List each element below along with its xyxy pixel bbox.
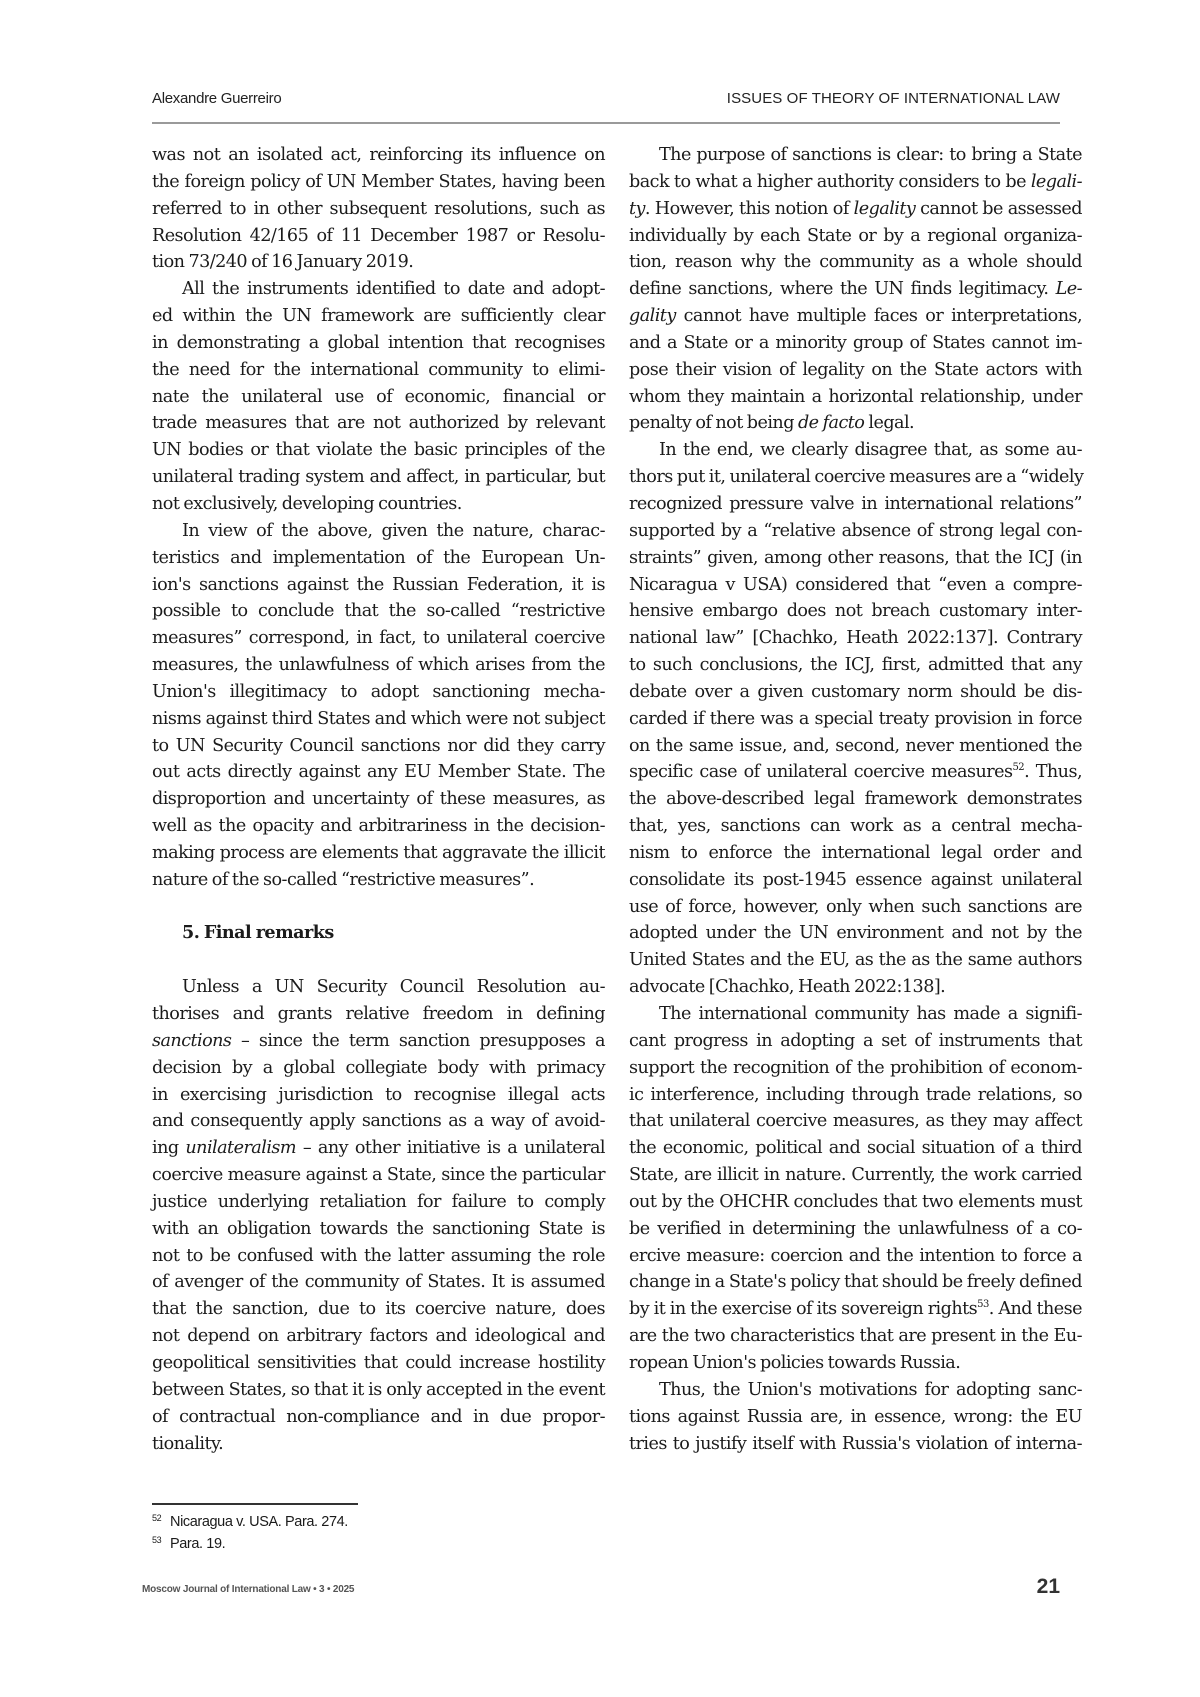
text-line: recognized pressure valve in international relations” bbox=[629, 493, 1082, 514]
journal-footer: Moscow Journal of International Law • 3 • 2025 bbox=[142, 1584, 355, 1595]
text-line: the foreign policy of UN Member States, having been bbox=[152, 171, 605, 192]
text-line: The purpose of sanctions is clear: to bring a State bbox=[659, 145, 1082, 165]
text-line: out acts directly against any EU Member State. The bbox=[152, 762, 605, 783]
text-line: making process are elements that aggravate the illicit bbox=[152, 842, 605, 863]
text-line: ic interference, including through trade relations, so bbox=[629, 1084, 1082, 1105]
text-line: tries to justify itself with Russia's violation of interna- bbox=[629, 1433, 1082, 1454]
text-line: Resolution 42/165 of 11 December 1987 or Resolu- bbox=[152, 225, 605, 246]
text-line: use of force, however, only when such sanctions are bbox=[629, 896, 1082, 917]
text-line: gality cannot have multiple faces or interpretations, bbox=[629, 306, 1082, 327]
text-line: sanctions – since the term sanction presupposes a bbox=[152, 1030, 605, 1051]
text-line: Union's illegitimacy to adopt sanctioning mecha- bbox=[152, 681, 605, 702]
text-line: cant progress in adopting a set of instruments that bbox=[629, 1030, 1082, 1051]
text-line: Unless a UN Security Council Resolution au- bbox=[182, 977, 605, 998]
text-line: advocate [Chachko, Heath 2022:138]. bbox=[629, 977, 946, 998]
text-line: between States, so that it is only accepted in the event bbox=[152, 1379, 605, 1400]
footnote-text: Para. 19. bbox=[170, 1536, 226, 1552]
text-line: nature of the so-called “restrictive measures”. bbox=[152, 869, 535, 890]
text-line: measures, the unlawfulness of which arises from the bbox=[152, 655, 605, 676]
text-line: individually by each State or by a regional organiza- bbox=[629, 225, 1082, 246]
text-line: In view of the above, given the nature, charac- bbox=[182, 520, 605, 541]
italic-term: legali- bbox=[1030, 171, 1082, 192]
running-header-section: ISSUES OF THEORY OF INTERNATIONAL LAW bbox=[726, 90, 1060, 107]
text-line: was not an isolated act, reinforcing its influence on bbox=[152, 145, 605, 165]
text-line: hensive embargo does not breach customary inter- bbox=[629, 601, 1082, 622]
italic-term: sanctions bbox=[152, 1030, 232, 1051]
text-line: in demonstrating a global intention that recognises bbox=[152, 332, 605, 353]
text-line: the need for the international community to elimi- bbox=[152, 359, 605, 380]
text-line: specific case of unilateral coercive measures$^{52}$. Thus, bbox=[629, 762, 1082, 783]
text-line: teristics and implementation of the European Un- bbox=[152, 547, 605, 568]
text-line: that unilateral coercive measures, as they may affect bbox=[629, 1111, 1082, 1132]
text-line: disproportion and uncertainty of these measures, as bbox=[152, 789, 605, 810]
text-line: coercive measure against a State, since the particular bbox=[152, 1165, 605, 1186]
text-line: with an obligation towards the sanctioning State is bbox=[152, 1218, 605, 1239]
footnote: 52 Nicaragua v. USA. Para. 274. bbox=[152, 1513, 348, 1530]
text-line: All the instruments identified to date and adopt- bbox=[182, 279, 605, 300]
text-line: consolidate its post-1945 essence against unilateral bbox=[629, 869, 1082, 890]
text-line: United States and the EU, as the as the same authors bbox=[629, 950, 1082, 971]
section-heading: 5. Final remarks bbox=[182, 922, 334, 944]
text-line: possible to conclude that the so-called “restrictive bbox=[152, 601, 605, 622]
text-line: trade measures that are not authorized by relevant bbox=[152, 413, 605, 434]
text-line: ion's sanctions against the Russian Federation, it is bbox=[152, 574, 605, 595]
page-number: 21 bbox=[1036, 1575, 1060, 1598]
text-line: national law” [Chachko, Heath 2022:137]. Contrary bbox=[629, 628, 1082, 649]
text-line: of avenger of the community of States. It is assumed bbox=[152, 1272, 605, 1293]
footnote-text: Nicaragua v. USA. Para. 274. bbox=[170, 1514, 348, 1530]
text-line: not depend on arbitrary factors and ideological and bbox=[152, 1326, 605, 1347]
text-line: that, yes, sanctions can work as a central mecha- bbox=[629, 816, 1082, 837]
text-line: justice underlying retaliation for failure to comply bbox=[152, 1191, 605, 1212]
text-line: thors put it, unilateral coercive measures are a “widely bbox=[629, 467, 1084, 488]
running-header-author: Alexandre Guerreiro bbox=[152, 90, 282, 107]
text-line: back to what a higher authority considers to be legali- bbox=[629, 171, 1082, 192]
italic-term: unilateralism bbox=[185, 1138, 297, 1159]
footnote-ref-52[interactable]: 52 bbox=[1012, 762, 1025, 774]
text-line: ropean Union's policies towards Russia. bbox=[629, 1352, 961, 1373]
text-line: nisms against third States and which were not subject bbox=[152, 708, 605, 729]
text-line: adopted under the UN environment and not by the bbox=[629, 923, 1082, 944]
text-line: in exercising jurisdiction to recognise illegal acts bbox=[152, 1084, 605, 1105]
italic-term: Le- bbox=[1055, 279, 1082, 300]
text-line: State, are illicit in nature. Currently, the work carried bbox=[629, 1165, 1082, 1186]
text-line: the economic, political and social situation of a third bbox=[629, 1138, 1082, 1159]
text-line: define sanctions, where the UN finds legitimacy. Le- bbox=[629, 279, 1082, 300]
text-line: ercive measure: coercion and the intention to force a bbox=[629, 1245, 1082, 1266]
text-line: and a State or a minority group of States cannot im- bbox=[629, 332, 1082, 353]
text-line: decision by a global collegiate body with primacy bbox=[152, 1057, 605, 1078]
text-line: geopolitical sensitivities that could increase hostility bbox=[152, 1352, 605, 1373]
text-line: and consequently apply sanctions as a way of avoid- bbox=[152, 1111, 605, 1132]
footnote-ref-53[interactable]: 53 bbox=[977, 1299, 989, 1311]
text-line: measures” correspond, in fact, to unilateral coercive bbox=[152, 628, 605, 649]
footnote-divider bbox=[152, 1503, 358, 1505]
text-line: tions against Russia are, in essence, wrong: the EU bbox=[629, 1406, 1082, 1427]
text-line: tion 73/240 of 16 January 2019. bbox=[152, 252, 414, 273]
text-line: to such conclusions, the ICJ, first, admitted that any bbox=[629, 655, 1082, 676]
text-line: to UN Security Council sanctions nor did they carry bbox=[152, 735, 605, 756]
text-line: In the end, we clearly disagree that, as some au- bbox=[659, 440, 1082, 461]
text-line: nate the unilateral use of economic, financial or bbox=[152, 386, 605, 407]
text-line: Thus, the Union's motivations for adopting sanc- bbox=[659, 1379, 1082, 1400]
text-line: ed within the UN framework are sufficiently clear bbox=[152, 306, 605, 327]
text-line: tionality. bbox=[152, 1433, 224, 1454]
text-line: on the same issue, and, second, never mentioned the bbox=[629, 735, 1082, 756]
italic-term: legality bbox=[853, 198, 916, 219]
header-divider bbox=[152, 122, 1060, 124]
text-line: are the two characteristics that are present in the Eu- bbox=[629, 1326, 1082, 1347]
text-line: pose their vision of legality on the State actors with bbox=[629, 359, 1082, 380]
text-line: carded if there was a special treaty provision in force bbox=[629, 708, 1082, 729]
italic-term: ty bbox=[629, 198, 645, 219]
text-line: that the sanction, due to its coercive nature, does bbox=[152, 1299, 605, 1320]
left-column bbox=[152, 142, 605, 1457]
italic-term: de facto bbox=[797, 413, 865, 434]
italic-term: gality bbox=[629, 306, 676, 327]
text-line: of contractual non-compliance and in due propor- bbox=[152, 1406, 605, 1427]
text-line: UN bodies or that violate the basic principles of the bbox=[152, 440, 605, 461]
text-line: nism to enforce the international legal order and bbox=[629, 842, 1082, 863]
right-column bbox=[629, 142, 1082, 1457]
text-line: tion, reason why the community as a whole should bbox=[629, 252, 1082, 273]
text-line: out by the OHCHR concludes that two elements must bbox=[629, 1191, 1082, 1212]
text-line: The international community has made a signifi- bbox=[659, 1004, 1082, 1024]
text-line: unilateral trading system and affect, in particular, but bbox=[152, 467, 605, 488]
text-line: ing unilateralism – any other initiative is a unilateral bbox=[152, 1138, 605, 1159]
text-line: debate over a given customary norm should be dis- bbox=[629, 681, 1082, 702]
text-line: not to be confused with the latter assuming the role bbox=[152, 1245, 605, 1266]
text-line: referred to in other subsequent resolutions, such as bbox=[152, 198, 605, 219]
text-line: by it in the exercise of its sovereign rights$^{53}$. And these bbox=[629, 1299, 1082, 1320]
footnote: 53 Para. 19. bbox=[152, 1535, 226, 1552]
text-line: change in a State's policy that should be freely defined bbox=[629, 1272, 1082, 1293]
footnotes bbox=[152, 1511, 348, 1555]
text-line: the above-described legal framework demonstrates bbox=[629, 789, 1082, 810]
text-line: supported by a “relative absence of strong legal con- bbox=[629, 520, 1082, 541]
text-line: thorises and grants relative freedom in defining bbox=[152, 1004, 605, 1024]
text-line: well as the opacity and arbitrariness in the decision- bbox=[152, 816, 605, 837]
text-line: ty. However, this notion of legality cannot be assessed bbox=[629, 198, 1082, 219]
text-line: Nicaragua v USA) considered that “even a compre- bbox=[629, 574, 1082, 595]
text-line: straints” given, among other reasons, that the ICJ (in bbox=[629, 547, 1082, 568]
text-line: not exclusively, developing countries. bbox=[152, 493, 462, 514]
text-line: penalty of not being de facto legal. bbox=[629, 413, 915, 434]
text-line: be verified in determining the unlawfulness of a co- bbox=[629, 1218, 1082, 1239]
text-line: whom they maintain a horizontal relationship, under bbox=[629, 386, 1082, 407]
text-line: support the recognition of the prohibition of econom- bbox=[629, 1057, 1082, 1078]
